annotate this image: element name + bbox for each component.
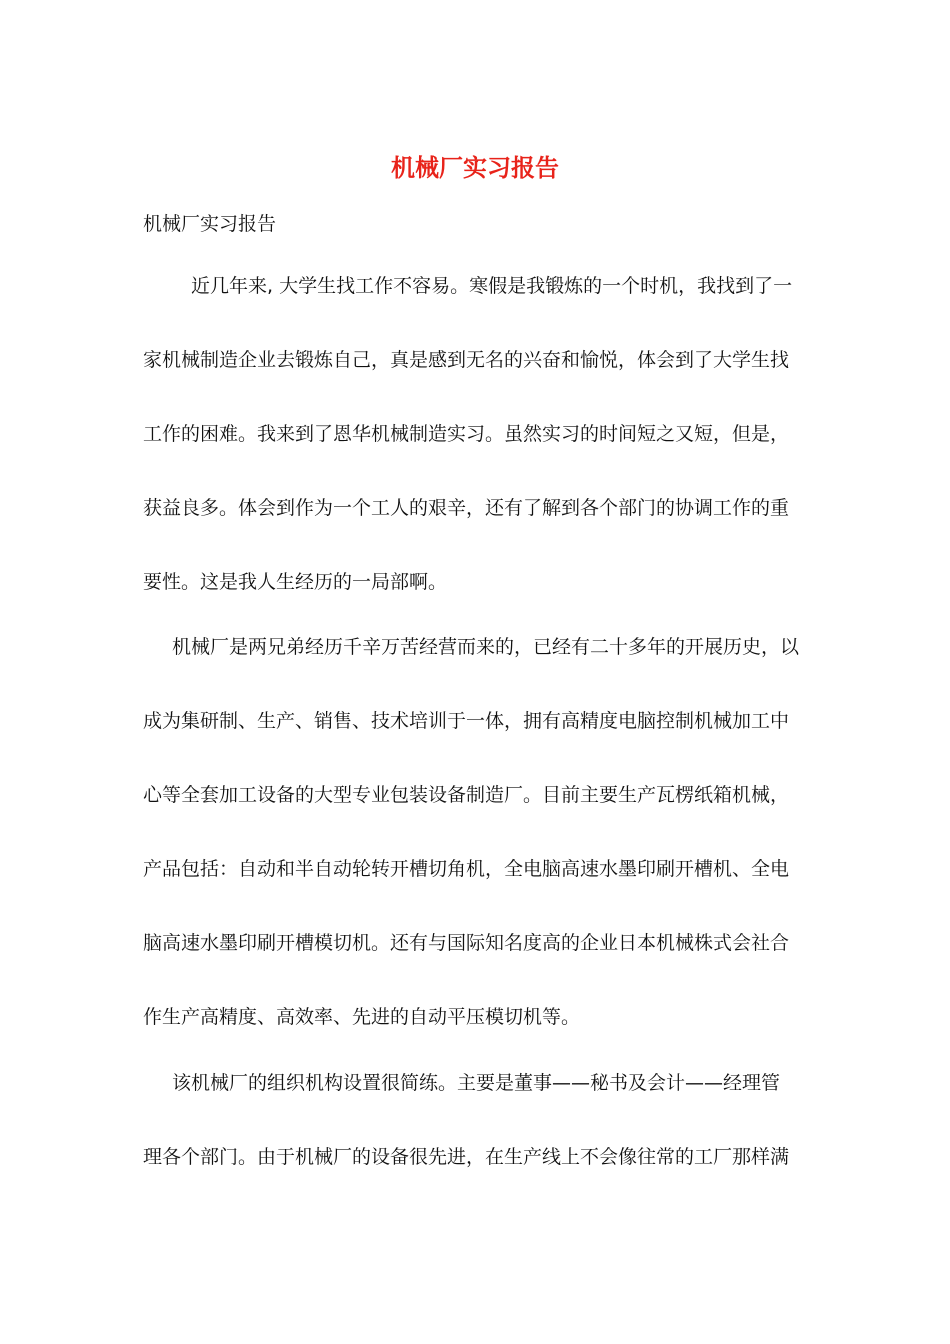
paragraph-line: 脑高速水墨印刷开槽模切机。还有与国际知名度高的企业日本机械株式会社合 [143,932,790,954]
paragraph-line: 该机械厂的组织机构设置很简练。主要是董事——秘书及会计——经理管 [172,1072,781,1094]
paragraph-line: 工作的困难。我来到了恩华机械制造实习。虽然实习的时间短之又短，但是， [143,423,790,445]
paragraph-line: 成为集研制、生产、销售、技术培训于一体，拥有高精度电脑控制机械加工中 [143,710,790,732]
paragraph-line: 机械厂是两兄弟经历千辛万苦经营而来的，已经有二十多年的开展历史，以 [172,636,800,658]
paragraph-line: 产品包括：自动和半自动轮转开槽切角机，全电脑高速水墨印刷开槽机、全电 [143,858,790,880]
paragraph-line: 获益良多。体会到作为一个工人的艰辛，还有了解到各个部门的协调工作的重 [143,497,790,519]
paragraph-line: 要性。这是我人生经历的一局部啊。 [143,571,448,593]
paragraph-line: 作生产高精度、高效率、先进的自动平压模切机等。 [143,1006,581,1028]
document-title: 机械厂实习报告 [391,153,559,182]
paragraph-line: 近几年来, 大学生找工作不容易。寒假是我锻炼的一个时机，我找到了一 [191,275,793,297]
document-subtitle: 机械厂实习报告 [143,213,277,235]
paragraph-line: 家机械制造企业去锻炼自己，真是感到无名的兴奋和愉悦，体会到了大学生找 [143,349,790,371]
paragraph-line: 心等全套加工设备的大型专业包装设备制造厂。目前主要生产瓦楞纸箱机械， [143,784,790,806]
paragraph-line: 理各个部门。由于机械厂的设备很先进，在生产线上不会像往常的工厂那样满 [143,1146,790,1168]
